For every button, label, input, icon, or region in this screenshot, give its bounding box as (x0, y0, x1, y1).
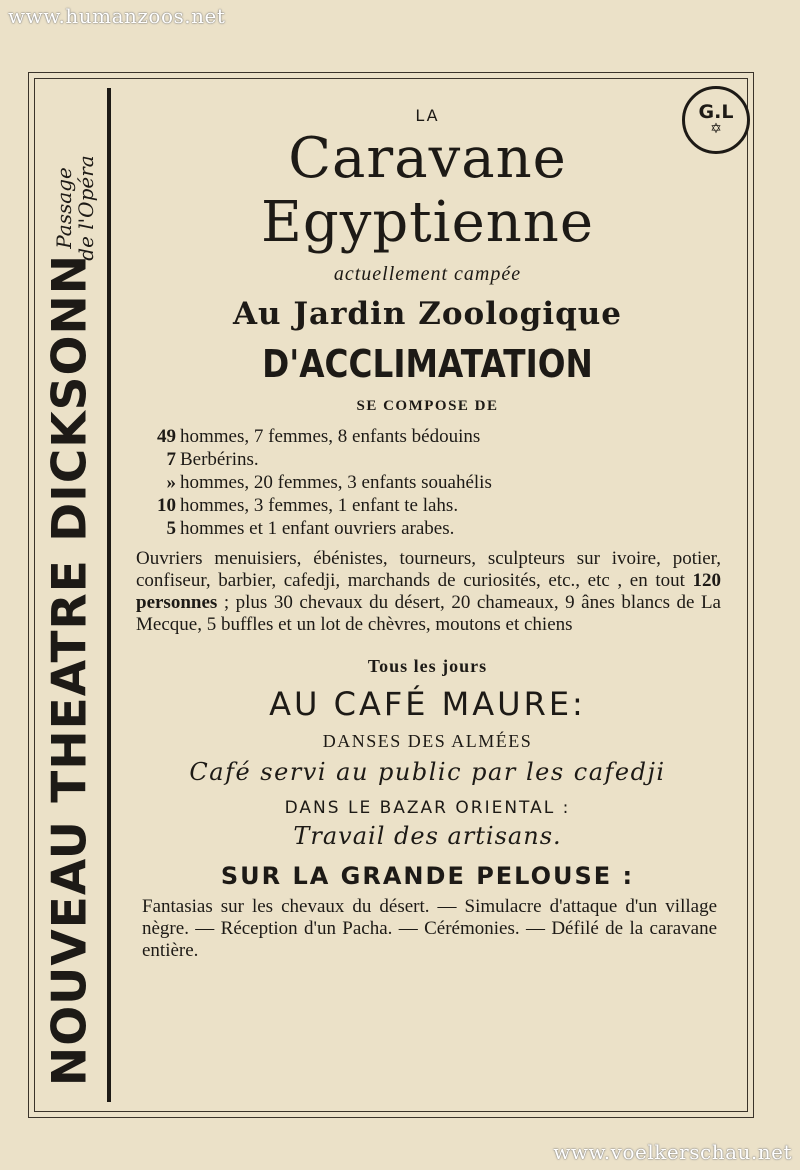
heading-compose: SE COMPOSE DE (356, 398, 499, 414)
group-text: hommes, 7 femmes, 8 enfants bédouins (180, 426, 481, 447)
group-list (136, 425, 735, 540)
heading-pelouse: SUR LA GRANDE PELOUSE : (220, 862, 635, 890)
group-count: 5 (166, 518, 176, 539)
opera-label: de l'Opéra (74, 155, 98, 261)
subtitle-campee: actuellement campée (333, 263, 522, 285)
theatre-name: NOUVEAU THEATRE DICKSONN (42, 253, 98, 1087)
pelouse-paragraph: Fantasias sur les chevaux du désert. — Simulacre d'attaque d'un village nègre. — Réception d'un Pacha. — Cérémonies. — Défilé de la caravane entière. (142, 896, 717, 961)
theatre-location (53, 155, 97, 260)
paragraph-part2: ; plus 30 chevaux du désert, 20 chameaux, 9 ânes blancs de La Mecque, 5 buffles et un lot de chèvres, moutons et chiens (136, 592, 721, 635)
stamp-initials: G.L (698, 101, 734, 123)
title-caravane: Caravane Egyptienne (260, 126, 595, 255)
group-count: 10 (157, 495, 176, 516)
card-content (120, 100, 735, 962)
group-count: 7 (166, 449, 176, 470)
text-travail: Travail des artisans. (293, 822, 562, 850)
list-item (136, 425, 735, 448)
heading-bazar: DANS LE BAZAR ORIENTAL : (284, 798, 571, 818)
group-count: » (166, 472, 176, 493)
group-count: 49 (157, 426, 176, 447)
group-text: hommes, 3 femmes, 1 enfant te lahs. (180, 495, 459, 516)
group-text: Berbérins. (180, 449, 259, 470)
list-item (136, 517, 735, 540)
heading-tous-les-jours: Tous les jours (367, 656, 488, 676)
list-item (136, 448, 735, 471)
group-text: hommes, 20 femmes, 3 enfants souahélis (180, 472, 492, 493)
passage-label: Passage (52, 167, 76, 249)
star-icon: ✡ (710, 121, 722, 137)
heading-cafe-maure: AU CAFÉ MAURE: (269, 685, 586, 723)
heading-jardin: Au Jardin Zoologique (232, 296, 623, 332)
paragraph-total: 120 personnes (136, 570, 721, 613)
list-item (136, 494, 735, 517)
text-cafe-servi: Café servi au public par les cafedji (189, 758, 666, 786)
workers-paragraph (136, 548, 721, 636)
article-la: LA (415, 106, 440, 125)
side-divider (107, 88, 111, 1102)
watermark-bottom: www.voelkerschau.net (553, 1140, 792, 1164)
text-danses: DANSES DES ALMÉES (322, 731, 533, 751)
paragraph-part1: Ouvriers menuisiers, ébénistes, tourneurs, sculpteurs sur ivoire, potier, confiseur, barbier, cafedji, marchands de curiosités, etc., etc , en tout (136, 548, 721, 591)
watermark-top: www.humanzoos.net (8, 4, 226, 28)
heading-acclimatation: D'ACCLIMATATION (262, 342, 593, 386)
group-text: hommes et 1 enfant ouvriers arabes. (180, 518, 455, 539)
list-item (136, 471, 735, 494)
